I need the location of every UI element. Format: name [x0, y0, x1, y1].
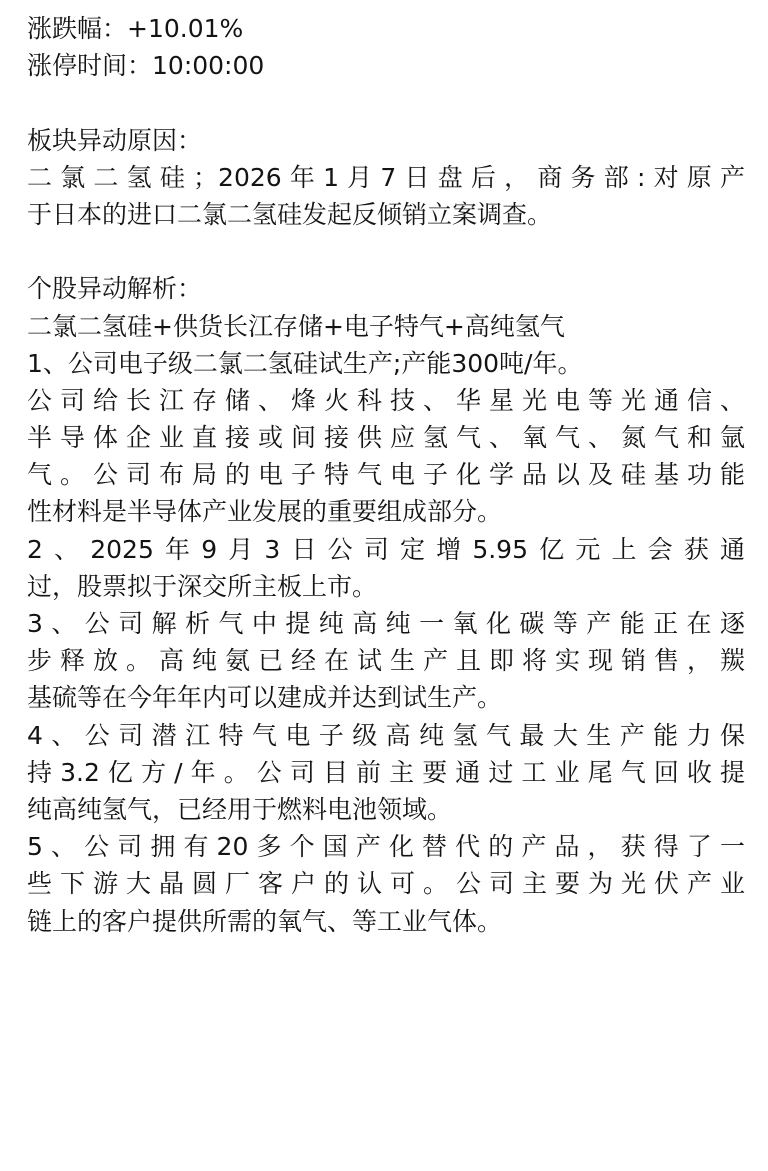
- spacer: [27, 233, 745, 270]
- limit-up-time-value: 10:00:00: [152, 51, 265, 81]
- stock-text-line: 持3.2亿方/年。公司目前主要通过工业尾气回收提: [27, 757, 745, 787]
- article-body: [27, 10, 745, 940]
- price-change-label: 涨跌幅：: [27, 14, 128, 43]
- sector-text-line: 于日本的进口二氯二氢硅发起反倾销立案调查。: [27, 199, 553, 229]
- sector-text-line: 二氯二氢硅；2026年1月7日盘后，商务部:对原产: [27, 162, 745, 192]
- stock-text-line: 过，股票拟于深交所主板上市。: [27, 571, 378, 601]
- stock-text-line: 1、公司电子级二氯二氢硅试生产;产能300吨/年。: [27, 348, 583, 378]
- price-change-value: +10.01%: [127, 14, 244, 43]
- stock-text-line: 2、2025年9月3日公司定增5.95亿元上会获通: [27, 534, 745, 564]
- sector-heading: 板块异动原因：: [27, 125, 203, 155]
- limit-up-time-line: [27, 47, 745, 84]
- stock-tags: 二氯二氢硅+供货长江存储+电子特气+高纯氢气: [27, 311, 565, 341]
- stock-text-line: 半导体企业直接或间接供应氢气、氧气、氮气和氩: [27, 423, 745, 453]
- limit-up-time-label: 涨停时间：: [27, 51, 153, 81]
- spacer: [27, 84, 745, 121]
- stock-text-line: 5、公司拥有20多个国产化替代的产品，获得了一: [27, 832, 745, 862]
- stock-text-line: 性材料是半导体产业发展的重要组成部分。: [27, 497, 503, 527]
- stock-text-line: 气。公司布局的电子特气电子化学品以及硅基功能: [27, 460, 745, 490]
- stock-text-line: 基硫等在今年年内可以建成并达到试生产。: [27, 683, 503, 713]
- stock-text-line: 公司给长江存储、烽火科技、华星光电等光通信、: [27, 385, 745, 415]
- stock-text-line: 3、公司解析气中提纯高纯一氧化碳等产能正在逐: [27, 609, 745, 638]
- stock-heading: 个股异动解析：: [27, 274, 203, 304]
- stock-text-line: 纯高纯氢气，已经用于燃料电池领域。: [27, 794, 453, 824]
- stock-text-line: 链上的客户提供所需的氧气、等工业气体。: [27, 906, 503, 936]
- stock-text-line: 4、公司潜江特气电子级高纯氢气最大生产能力保: [27, 720, 745, 750]
- price-change-line: [27, 10, 745, 47]
- stock-text-line: 步释放。高纯氨已经在试生产且即将实现销售，羰: [27, 646, 745, 676]
- stock-text-line: 些下游大晶圆厂客户的认可。公司主要为光伏产业: [27, 869, 745, 899]
